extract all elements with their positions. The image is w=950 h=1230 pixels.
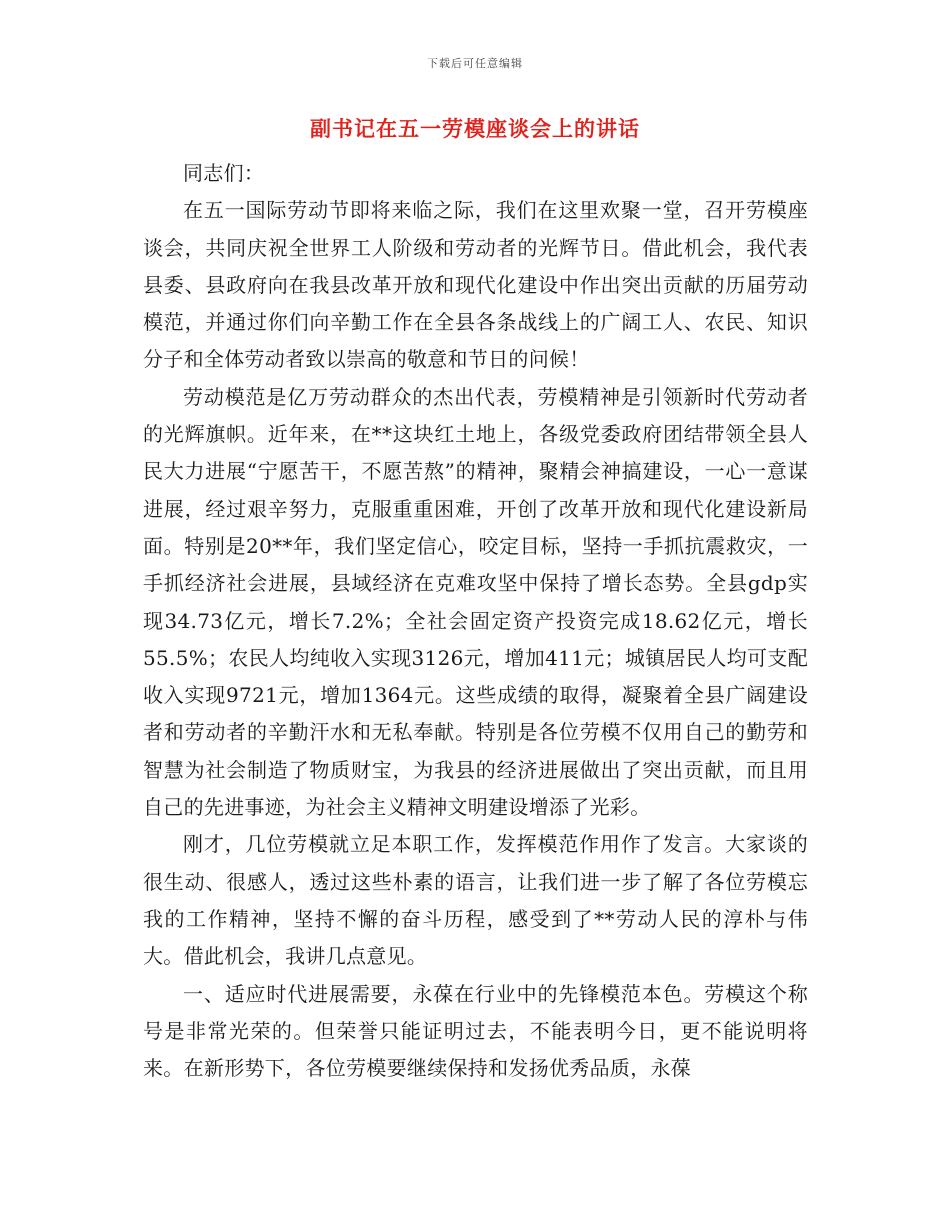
salutation-paragraph: 同志们： [183, 161, 265, 185]
document-body [143, 155, 808, 1087]
body-paragraph: 一、适应时代进展需要，永葆在行业中的先锋模范本色。劳模这个称号是非常光荣的。但荣誉只能证明过去，不能表明今日，更不能说明将来。在新形势下，各位劳模要继续保持和发扬优秀品质，永葆 [143, 981, 808, 1081]
document-title: 副书记在五一劳模座谈会上的讲话 [310, 116, 640, 141]
header-note: 下载后可任意编辑 [427, 57, 523, 70]
body-paragraph: 劳动模范是亿万劳动群众的杰出代表，劳模精神是引领新时代劳动者的光辉旗帜。近年来，在**这块红土地上，各级党委政府团结带领全县人民大力进展“宁愿苦干，不愿苦熬”的精神，聚精会神搞建设，一心一意谋进展，经过艰辛努力，克服重重困难，开创了改革开放和现代化建设新局面。特别是20**年，我们坚定信心，咬定目标，坚持一手抓抗震救灾，一手抓经济社会进展，县域经济在克难攻坚中保持了增长态势。全县gdp实现34.73亿元，增长7.2%；全社会固定资产投资完成18.62亿元，增长55.5%；农民人均纯收入实现3126元，增加411元；城镇居民人均可支配收入实现9721元，增加1364元。这些成绩的取得，凝聚着全县广阔建设者和劳动者的辛勤汗水和无私奉献。特别是各位劳模不仅用自己的勤劳和智慧为社会制造了物质财宝，为我县的经济进展做出了突出贡献，而且用自己的先进事迹，为社会主义精神文明建设增添了光彩。 [143, 384, 808, 820]
body-paragraph: 刚才，几位劳模就立足本职工作，发挥模范作用作了发言。大家谈的很生动、很感人，透过这些朴素的语言，让我们进一步了解了各位劳模忘我的工作精神，坚持不懈的奋斗历程，感受到了**劳动人民的淳朴与伟大。借此机会，我讲几点意见。 [143, 832, 808, 969]
body-paragraph: 在五一国际劳动节即将来临之际，我们在这里欢聚一堂，召开劳模座谈会，共同庆祝全世界工人阶级和劳动者的光辉节日。借此机会，我代表县委、县政府向在我县改革开放和现代化建设中作出突出贡献的历届劳动模范，并通过你们向辛勤工作在全县各条战线上的广阔工人、农民、知识分子和全体劳动者致以崇高的敬意和节日的问候！ [143, 198, 808, 372]
